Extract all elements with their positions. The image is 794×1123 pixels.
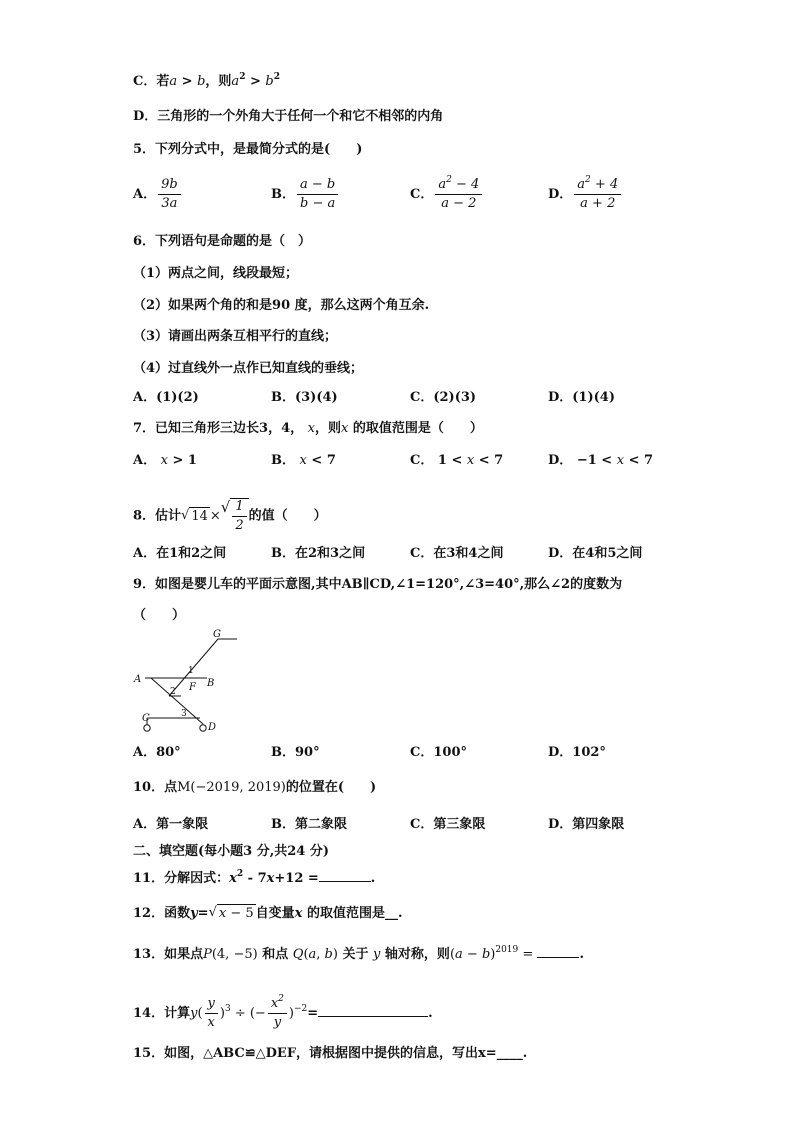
label-g: G	[213, 629, 221, 640]
q7-option-d: D． −1 < x < 7	[548, 453, 654, 468]
q9-option-b: B．90°	[271, 745, 320, 760]
q9-option-c: C．100°	[410, 745, 467, 760]
q8-option-a: A．在1和2之间	[133, 546, 227, 561]
q5-option-c: C． $\frac{a^2 - 4}{a - 2}$	[410, 177, 484, 212]
q12: 12．函数y=√ x − 5 自变量x 的取值范围是__.	[133, 905, 403, 921]
q6-stem: 6．下列语句是命题的是（ ）	[133, 234, 312, 249]
q6-option-b: B．(3)(4)	[271, 390, 338, 405]
section-2-heading: 二、填空题(每小题3 分,共24 分)	[133, 844, 330, 859]
q7-option-c: C． 1 < x < 7	[410, 453, 504, 468]
label-d: D	[208, 722, 217, 733]
q6-statement-3: （3）请画出两条互相平行的直线；	[133, 329, 338, 344]
angle-3: 3	[181, 709, 187, 719]
q4-option-d: D．三角形的一个外角大于任何一个和它不相邻的内角	[133, 109, 444, 124]
q5-stem: 5．下列分式中，是最简分式的是( )	[133, 142, 363, 157]
q6-option-c: C．(2)(3)	[410, 390, 477, 405]
q6-option-d: D．(1)(4)	[548, 390, 615, 405]
q5-option-d: D． $\frac{a^2 + 4}{a + 2}$	[548, 177, 623, 212]
q8-option-b: B．在2和3之间	[271, 546, 366, 561]
angle-1: 1	[188, 666, 194, 676]
q7-option-a: A． x > 1	[133, 453, 197, 468]
q4-option-c: C．若a > b，则$a^2 > b^2$	[133, 72, 280, 89]
stroller-figure	[133, 628, 243, 738]
q9-option-a: A．80°	[133, 745, 181, 760]
q5-option-b: B． $\frac{a - b}{b - a}$	[271, 177, 340, 212]
q6-option-a: A．(1)(2)	[133, 390, 199, 405]
angle-2: 2	[170, 687, 176, 697]
q6-statement-4: （4）过直线外一点作已知直线的垂线；	[133, 361, 364, 376]
q10-stem: 10．点M(−2019, 2019)的位置在( )	[133, 780, 377, 795]
q11: 11．分解因式：$x^2 - 7x+12$ = .	[133, 869, 376, 886]
q9-stem-paren: （ ）	[133, 608, 186, 623]
q10-option-c: C．第三象限	[410, 817, 486, 832]
label-c: C	[142, 713, 150, 724]
label-a: A	[134, 674, 142, 685]
q6-statement-2: （2）如果两个角的和是90 度，那么这两个角互余.	[133, 298, 430, 313]
q9-stem: 9．如图是婴儿车的平面示意图,其中AB∥CD,∠1=120°,∠3=40°,那么∠2的度数为	[133, 577, 623, 592]
q13: 13．如果点P(4, −5) 和点 Q(a, b) 关于 y 轴对称，则$(a - b)^{2019}$ = .	[133, 945, 584, 962]
wheel-d	[200, 725, 206, 731]
q6-statement-1: （1）两点之间，线段最短；	[133, 266, 299, 281]
q9-option-d: D．102°	[548, 745, 606, 760]
q15: 15．如图，△ABC≌△DEF，请根据图中提供的信息，写出x=____.	[133, 1046, 528, 1061]
q14: 14．计算y( $\frac{y}{x}$ )$^3$ ÷ (− $\frac{x^2}{y}$ )$^{-2}$= .	[133, 994, 433, 1030]
q10-option-b: B．第二象限	[271, 817, 347, 832]
q10-option-d: D．第四象限	[548, 817, 625, 832]
wheel-c	[144, 725, 150, 731]
label-b: B	[207, 678, 215, 689]
q8-stem: 8．估计√ 14 ×√ $\frac{1}{2}$ 的值（ ）	[133, 498, 327, 533]
label-f: F	[189, 682, 196, 693]
q5-option-a: A． $\frac{9b}{3a}$	[133, 177, 183, 212]
q8-option-d: D．在4和5之间	[548, 546, 643, 561]
q7-option-b: B． x < 7	[271, 453, 336, 468]
q7-stem: 7．已知三角形三边长3，4， x，则x 的取值范围是（ ）	[133, 421, 483, 436]
q10-option-a: A．第一象限	[133, 817, 209, 832]
q8-option-c: C．在3和4之间	[410, 546, 504, 561]
